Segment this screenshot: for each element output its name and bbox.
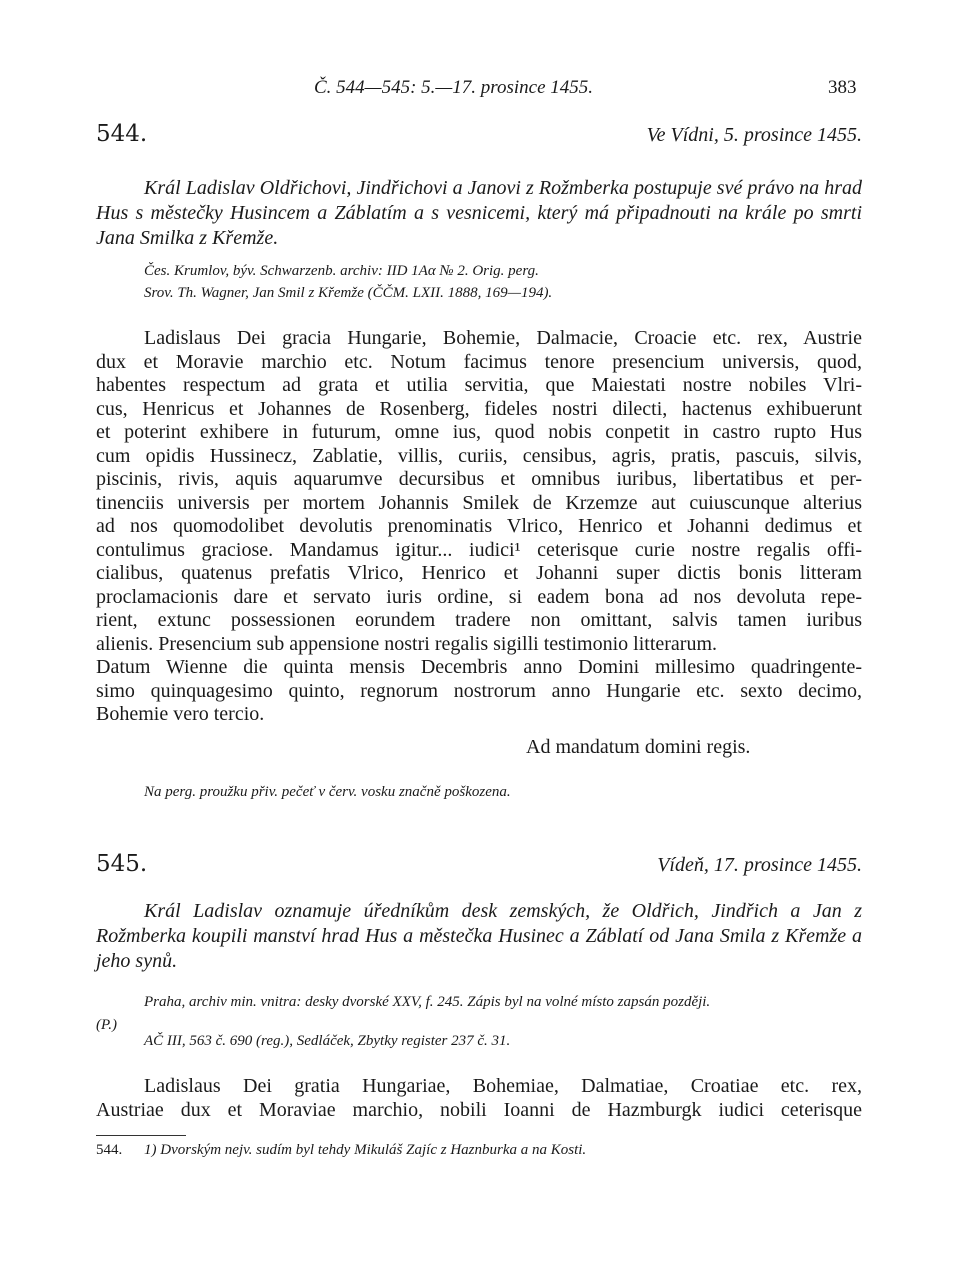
text-line: proclamacionis dare et servato iuris ordine, si eadem bona ad nos devoluta repe- (96, 585, 862, 608)
seal-note-544: Na perg. proužku přiv. pečeť v červ. vosku značně poškozena. (144, 784, 511, 800)
text-line: Ladislaus Dei gracia Hungarie, Bohemie, Dalmacie, Croacie etc. rex, Austrie (144, 327, 862, 349)
text-line: cialibus, quatenus prefatis Vlrico, Henrico et Johanni super dictis bonis litteram (96, 562, 862, 584)
text-line: tinenciis universis per mortem Johannis Smilek de Krzemze aut cuiuscunque alterius (96, 491, 862, 514)
literature-note-545: AČ III, 563 č. 690 (reg.), Sedláček, Zbytky register 237 č. 31. (144, 1033, 511, 1049)
text-line: simo quinquagesimo quinto, regnorum nostrorum anno Hungarie etc. sexto decimo, (96, 679, 862, 702)
text-line: contulimus graciose. Mandamus igitur... iudici¹ ceterisque curie nostre regalis offi- (96, 538, 862, 561)
text-line: dux et Moravie marchio etc. Notum facimus tenore presencium universis, quod, (96, 350, 862, 373)
text-line: cum opidis Hussinecz, Zablatie, villis, curiis, censibus, agris, pratis, pascuis, silvis, (96, 444, 862, 467)
running-head: Č. 544—545: 5.—17. prosince 1455. (314, 77, 594, 98)
page-number: 383 (828, 77, 857, 98)
document-number-545: 545. (96, 851, 148, 877)
regest-545 (96, 899, 862, 974)
marker-545: (P.) (96, 1017, 117, 1033)
footnote-text: 1) Dvorským nejv. sudím byl tehdy Mikuláš Zajíc z Haznburka a na Kosti. (144, 1142, 587, 1158)
text-line: ad nos quomodolibet devolutis prenominatis Vlrico, Henrico et Johanni dedimus et (96, 515, 862, 537)
text-line: Ladislaus Dei gratia Hungariae, Bohemiae, Dalmatiae, Croatiae etc. rex, (144, 1075, 862, 1097)
literature-note-544: Srov. Th. Wagner, Jan Smil z Křemže (ČČM. LXII. 1888, 169—194). (144, 285, 553, 301)
regest-545-text: Král Ladislav oznamuje úředníkům desk zemských, že Oldřich, Jindřich a Jan z Rožmberka koupili manství hrad Hus a městečka Husinec a Záblatí od Jana Smila z Křemže a jeho synů. (96, 900, 862, 972)
footnote-ref: 544. (96, 1142, 123, 1158)
document-text-545 (96, 1074, 862, 1122)
text-line: et poterint exhibere in futurum, omne ius, quod nobis conpetit in castro rupto Hus (96, 421, 862, 443)
text-line: Bohemie vero tercio. (96, 703, 265, 725)
regest-544 (96, 176, 862, 251)
footnote (96, 1142, 586, 1159)
place-date-545: Vídeň, 17. prosince 1455. (657, 854, 862, 876)
text-line: Datum Wienne die quinta mensis Decembris anno Domini millesimo quadringente- (96, 656, 862, 678)
closing-formula-544: Ad mandatum domini regis. (526, 736, 751, 758)
text-line: piscinis, rivis, aquis aquarumve decursibus et omnibus iuribus, libertatibus et per- (96, 468, 862, 490)
place-date-544: Ve Vídni, 5. prosince 1455. (646, 124, 862, 146)
text-line: Austriae dux et Moraviae marchio, nobili Ioanni de Hazmburgk iudici ceterisque (96, 1099, 862, 1121)
text-line: rient, extunc possessionen eorundem tradere non omittant, salvis tamen iuribus (96, 609, 862, 631)
text-line: cus, Henricus et Johannes de Rosenberg, fideles nostri dilecti, hactenus exhibuerunt (96, 397, 862, 420)
text-line: habentes respectum ad grata et utilia servitia, que Maiestati nostre nobiles Vlri- (96, 374, 862, 396)
source-note-544: Čes. Krumlov, býv. Schwarzenb. archiv: IID 1Aα № 2. Orig. perg. (144, 263, 539, 279)
text-line: alienis. Presencium sub appensione nostri regalis sigilli testimonio litterarum. (96, 632, 718, 655)
footnote-rule (96, 1135, 186, 1136)
regest-544-text: Král Ladislav Oldřichovi, Jindřichovi a Janovi z Rožmberka postupuje své právo na hrad Hus s městečky Husincem a Záblatím a s vesnicemi, který má připadnouti na krále po smrti Jana Smilka z Křemže. (96, 177, 862, 249)
source-note-545: Praha, archiv min. vnitra: desky dvorské XXV, f. 245. Zápis byl na volné místo zapsán později. (144, 994, 711, 1010)
document-text-544 (96, 327, 862, 727)
document-number-544: 544. (96, 121, 148, 147)
